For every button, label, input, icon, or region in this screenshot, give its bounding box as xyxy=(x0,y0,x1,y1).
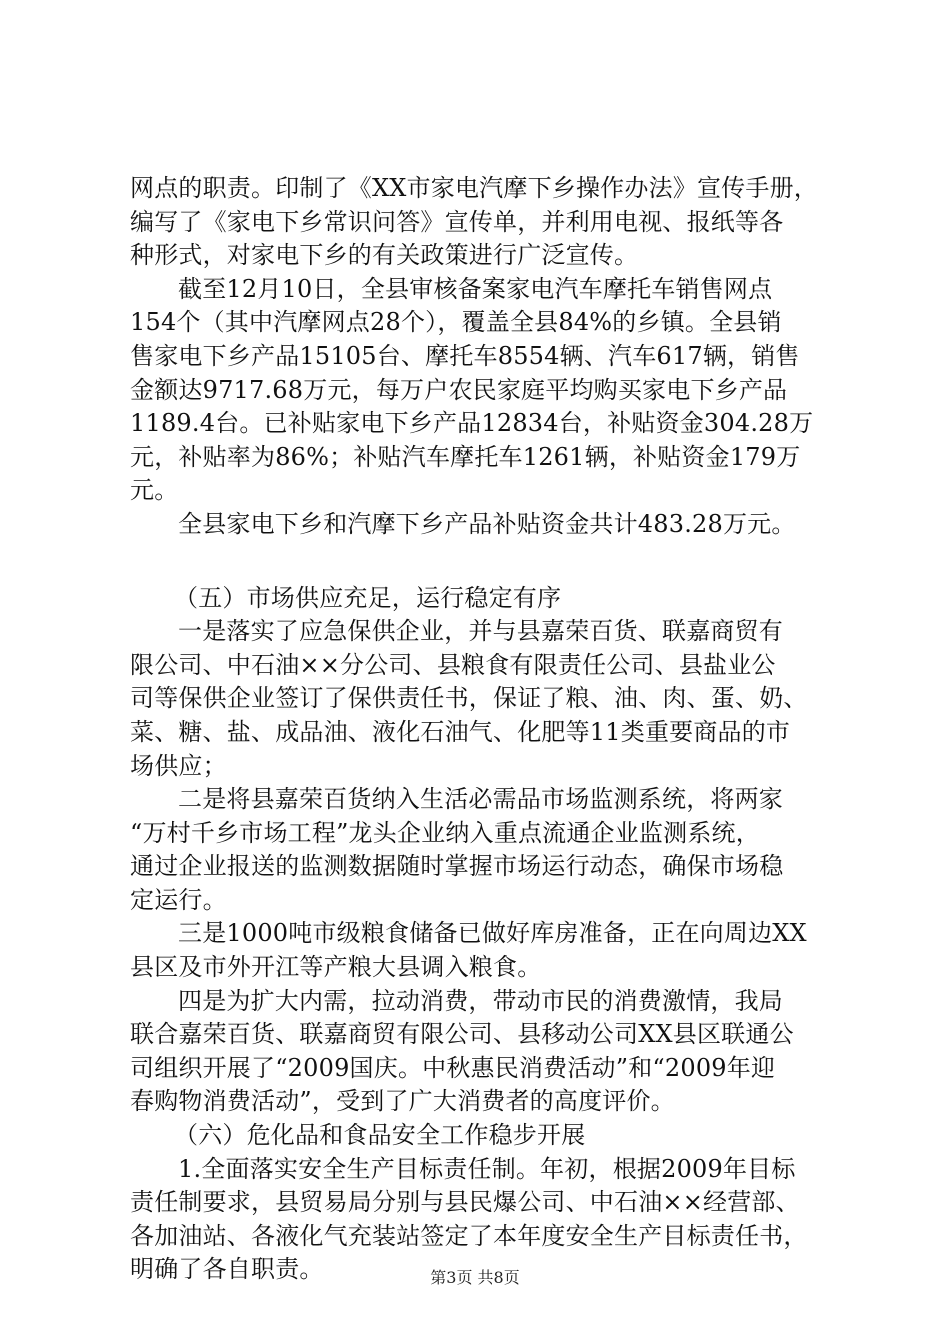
paragraph-line: 四是为扩大内需，拉动消费，带动市民的消费激情，我局 xyxy=(178,986,783,1015)
paragraph-line: 1.全面落实安全生产目标责任制。年初，根据2009年目标 xyxy=(178,1154,796,1183)
paragraph-line: 1189.4台。已补贴家电下乡产品12834台，补贴资金304.28万 xyxy=(130,409,814,438)
paragraph-line: 元。 xyxy=(130,476,179,505)
paragraph-line: 网点的职责。印制了《XX市家电汽摩下乡操作办法》宣传手册， xyxy=(130,174,818,202)
paragraph-line: 154个（其中汽摩网点28个），覆盖全县84%的乡镇。全县销 xyxy=(130,308,782,337)
paragraph-line: 金额达9717.68万元，每万户农民家庭平均购买家电下乡产品 xyxy=(130,375,788,404)
paragraph-line: 春购物消费活动”，受到了广大消费者的高度评价。 xyxy=(130,1087,675,1116)
paragraph-line: 各加油站、各液化气充装站签定了本年度安全生产目标责任书， xyxy=(130,1221,808,1250)
paragraph-line: 全县家电下乡和汽摩下乡产品补贴资金共计483.28万元。 xyxy=(178,509,796,538)
paragraph-line: 编写了《家电下乡常识问答》宣传单，并利用电视、报纸等各 xyxy=(130,207,784,236)
paragraph-line: 通过企业报送的监测数据随时掌握市场运行动态，确保市场稳 xyxy=(130,852,784,881)
paragraph-line: 联合嘉荣百货、联嘉商贸有限公司、县移动公司XX县区联通公 xyxy=(130,1020,794,1049)
paragraph-line: 明确了各自职责。 xyxy=(130,1255,324,1284)
paragraph-line: 限公司、中石油××分公司、县粮食有限责任公司、县盐业公 xyxy=(130,650,776,679)
paragraph-line: 场供应； xyxy=(130,751,227,780)
section-heading: （六）危化品和食品安全工作稳步开展 xyxy=(174,1121,586,1150)
paragraph-line: 定运行。 xyxy=(130,885,227,914)
paragraph-line: “万村千乡市场工程”龙头企业纳入重点流通企业监测系统， xyxy=(130,818,760,847)
paragraph-spacer xyxy=(130,542,820,582)
paragraph-line: 司组织开展了“2009国庆。中秋惠民消费活动”和“2009年迎 xyxy=(130,1053,776,1082)
paragraph-line: 责任制要求，县贸易局分别与县民爆公司、中石油××经营部、 xyxy=(130,1188,800,1217)
page-number-label: 第3页 共8页 xyxy=(430,1268,520,1287)
paragraph-line: 截至12月10日，全县审核备案家电汽车摩托车销售网点 xyxy=(178,274,773,303)
document-body xyxy=(130,172,820,1287)
paragraph-line: 司等保供企业签订了保供责任书，保证了粮、油、肉、蛋、奶、 xyxy=(130,684,808,713)
paragraph-line: 售家电下乡产品15105台、摩托车8554辆、汽车617辆，销售 xyxy=(130,341,800,370)
paragraph-line: 元，补贴率为86%；补贴汽车摩托车1261辆，补贴资金179万 xyxy=(130,442,801,471)
page-footer xyxy=(0,1268,950,1288)
paragraph-line: 三是1000吨市级粮食储备已做好库房准备，正在向周边XX xyxy=(178,919,807,948)
paragraph-line: 菜、糖、盐、成品油、液化石油气、化肥等11类重要商品的市 xyxy=(130,717,791,746)
section-heading: （五）市场供应充足，运行稳定有序 xyxy=(174,583,562,612)
paragraph-line: 二是将县嘉荣百货纳入生活必需品市场监测系统，将两家 xyxy=(178,785,783,814)
paragraph-line: 种形式，对家电下乡的有关政策进行广泛宣传。 xyxy=(130,241,639,270)
paragraph-line: 县区及市外开江等产粮大县调入粮食。 xyxy=(130,953,542,982)
paragraph-line: 一是落实了应急保供企业，并与县嘉荣百货、联嘉商贸有 xyxy=(178,617,783,646)
